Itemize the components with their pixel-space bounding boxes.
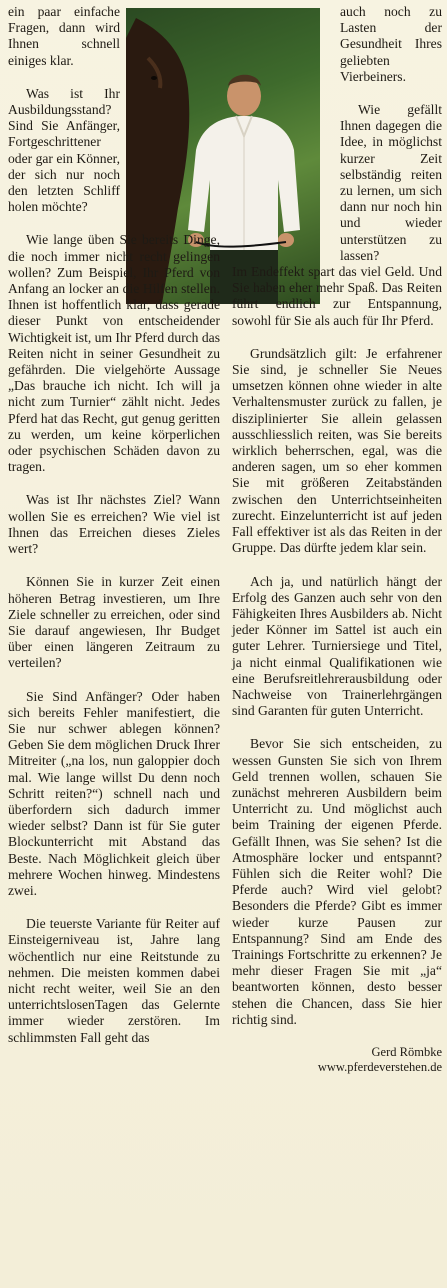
author-website: www.pferdeverstehen.de xyxy=(317,1059,442,1074)
question-training-level: Was ist Ihr Ausbildungsstand? Sind Sie Anfänger, Fortgeschrittener oder gar ein Könner, der sich nur noch den letzten Schliff holen möchte? xyxy=(8,85,120,215)
paragraph-expensive-variant: Die teuerste Variante für Reiter auf Einsteigerniveau ist, Jahre lang wöchentlich nur eine Reitstunde zu nehmen. Die meisten kommen dabei nicht recht weiter, weil Sie an den unterrichtslosenTagen das Gelernte immer wieder zerstören. Im schlimmsten Fall geht das xyxy=(8,916,220,1045)
paragraph-idea-part2: Im Endeffekt spart das viel Geld. Und Sie haben eher mehr Spaß. Das Reiten führt endlich zur Entspannung, sowohl für Sie als auch für Ihr Pferd. xyxy=(232,264,442,328)
paragraph-idea-part1: Wie gefällt Ihnen dagegen die Idee, in möglichst kurzer Zeit selbständig reiten zu lernen, um sich dann nur noch hin und wieder unterstützen zu lassen? xyxy=(340,102,442,263)
intro-paragraph: ein paar einfache Fragen, dann wird Ihnen schnell einiges klar. xyxy=(8,4,120,68)
paragraph-before-deciding: Bevor Sie sich entscheiden, zu wessen Gunsten Sie sich von Ihrem Geld trennen wollen, schauen Sie zunächst mehreren Ausbildern beim Unterricht zu. Und möglichst auch beim Training der eigenen Pferde. Gefällt Ihnen, was Sie sehen? Ist die Atmosphäre locker und entspannt? Fühlen sich die Reiter wohl? Die Pferde auch? Wird viel gelobt? Besonders die Pferde? Gibt es immer wieder kurze Pausen zur Entspannung? Sind am Ende des Trainings Fortschritte zu erkennen? Je mehr dieser Fragen Sie mit „ja“ beantworten können, desto besser stehen die Chancen, dass Sie hier richtig sind. xyxy=(232,736,442,1027)
right-column xyxy=(232,4,442,1075)
continuation-paragraph: auch noch zu Lasten der Gesundheit Ihres geliebten Vierbeiners. xyxy=(340,4,442,84)
author-name: Gerd Römbke xyxy=(371,1044,442,1059)
question-next-goal: Was ist Ihr nächstes Ziel? Wann wollen Sie es erreichen? Wie viel ist Ihnen das Erreichen dieses Zieles wert? xyxy=(8,492,220,557)
left-column xyxy=(8,4,220,1063)
paragraph-practice: Wie lange üben Sie bereits Dinge, die noch immer nicht recht gelingen wollen? Zum Beispiel, Ihr Pferd von Anfang an locker an die Hilfen stellen. Ihnen ist hoffentlich klar, dass gerade dieser Punkt von entscheidender Wichtigkeit ist, um Ihr Pferd durch das Reiten nicht in seiner Gesundheit zu gefährden. Die vielgehörte Aussage „Das brauche ich nicht. Ich will ja nicht zum Turnier“ zählt nicht. Jedes Pferd hat das Recht, gut genug geritten zu werden, um keine körperlichen oder psychischen Schäden davon zu tragen. xyxy=(8,232,220,475)
paragraph-beginner: Sie Sind Anfänger? Oder haben sich bereits Fehler manifestiert, die Sie nur schwer ablegen können? Geben Sie dem möglichen Druck Ihrer Mitreiter („na los, nun galoppier doch mal. Wie lange willst Du denn noch Schritt reiten?“) schnell nach und überfordern sich dadurch immer wieder selbst? Dann ist für Sie guter Blockunterricht mit Abstand das Beste. Nach Möglichkeit gleich über mehrere Wochen hinweg. Mindestens zwei. xyxy=(8,688,220,898)
paragraph-instructor: Ach ja, und natürlich hängt der Erfolg des Ganzen auch sehr von den Fähigkeiten Ihres Ausbilders ab. Nicht jeder Könner im Sattel ist auch ein guter Lehrer. Turniersiege und Titel, ja nicht einmal Qualifikationen wie eine Berufsreitlehrerausbildung oder Nachweise von Trainerlehrgängen sind Garanten für guten Unterricht. xyxy=(232,573,442,719)
paragraph-budget: Können Sie in kurzer Zeit einen höheren Betrag investieren, um Ihre Ziele schneller zu erreichen, oder sind Sie darauf angewiesen, Ihr Budget über einen längeren Zeitraum zu verteilen? xyxy=(8,574,220,671)
paragraph-principle: Grundsätzlich gilt: Je erfahrener Sie sind, je schneller Sie Neues umsetzen können ohne wieder in alte Verhaltensmuster zurück zu fallen, je disziplinierter Sie allein gelassen ausschliesslich reiten, was Sie bereits wirklich beherrschen, egal, was die anderen sagen, um so eher kommen Sie mit größeren Zeitabständen zwischen den Unterrichtseinheiten zurecht. Einzelunterricht ist auf jeden Fall effektiver ist als das Reiten in der Gruppe. Das dürfte jedem klar sein. xyxy=(232,345,442,556)
